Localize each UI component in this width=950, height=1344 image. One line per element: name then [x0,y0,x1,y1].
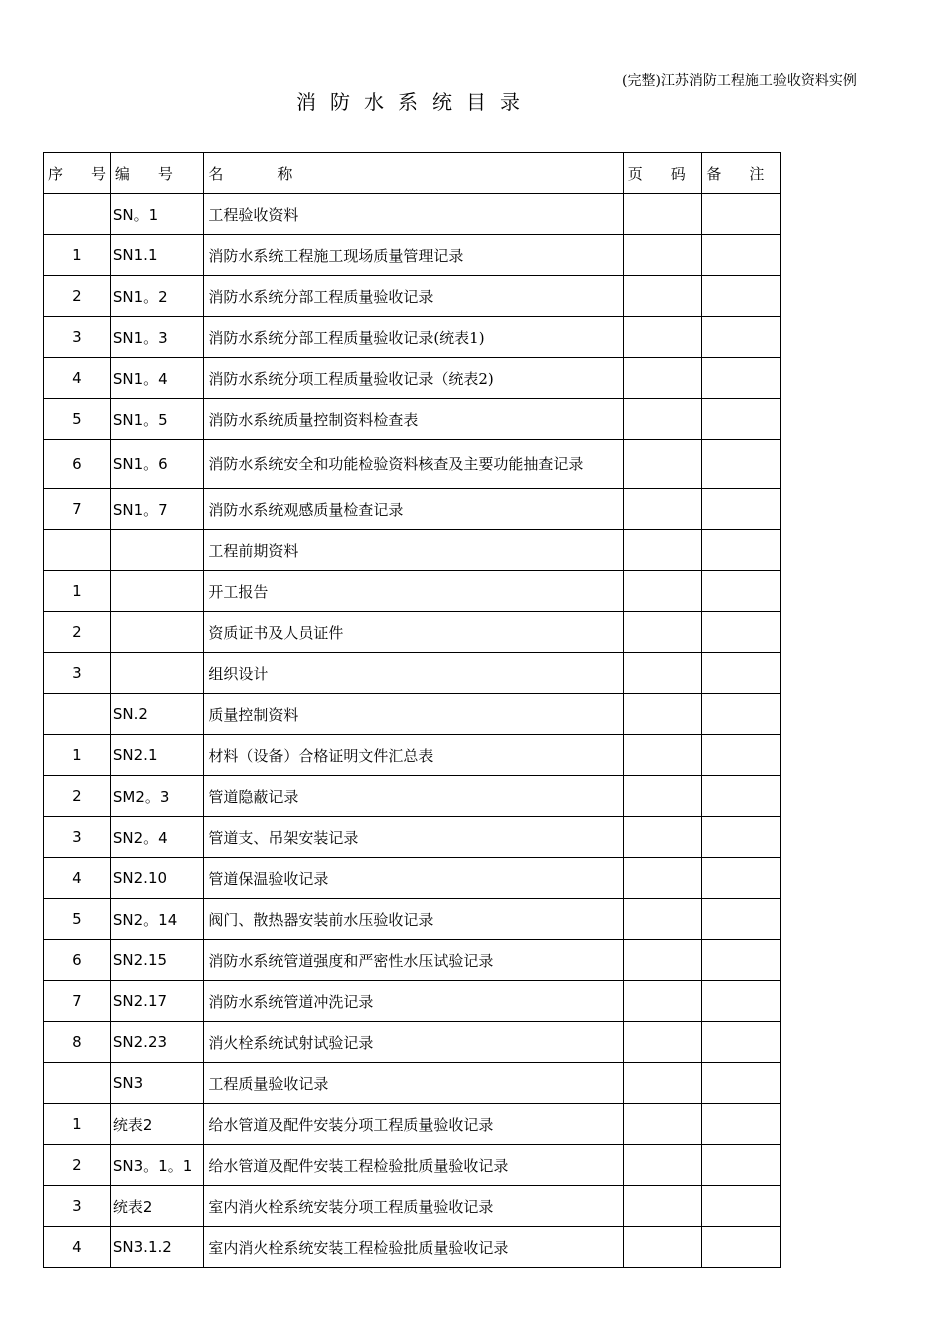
table-row [44,940,781,981]
table-row [44,1145,781,1186]
cell-page [623,940,702,981]
cell-page [623,571,702,612]
cell-code: SN2.23 [110,1022,203,1063]
cell-seq: 4 [44,1227,111,1268]
cell-name: 管道保温验收记录 [204,858,623,899]
table-row [44,899,781,940]
cell-code: 统表2 [110,1104,203,1145]
cell-note [702,399,781,440]
cell-note [702,1145,781,1186]
cell-seq [44,694,111,735]
cell-code: SN3。1。1 [110,1145,203,1186]
cell-note [702,694,781,735]
cell-name: 消防水系统工程施工现场质量管理记录 [204,235,623,276]
cell-code: SN1.1 [110,235,203,276]
cell-seq [44,194,111,235]
cell-seq: 1 [44,235,111,276]
cell-name: 给水管道及配件安装工程检验批质量验收记录 [204,1145,623,1186]
table-row [44,317,781,358]
cell-seq: 7 [44,981,111,1022]
cell-page [623,276,702,317]
cell-name: 消防水系统质量控制资料检查表 [204,399,623,440]
cell-note [702,1186,781,1227]
cell-seq: 1 [44,571,111,612]
table-row [44,440,781,489]
cell-code: SN1。3 [110,317,203,358]
page-title: 消防水系统目录 [296,90,534,114]
column-header-code: 编号 [110,153,203,194]
cell-note [702,235,781,276]
cell-note [702,1063,781,1104]
cell-page [623,1227,702,1268]
cell-page [623,1186,702,1227]
cell-page [623,776,702,817]
cell-seq: 3 [44,317,111,358]
cell-name: 消防水系统管道冲洗记录 [204,981,623,1022]
cell-name: 消防水系统分部工程质量验收记录(统表1) [204,317,623,358]
cell-name: 质量控制资料 [204,694,623,735]
cell-note [702,489,781,530]
cell-page [623,1104,702,1145]
cell-page [623,735,702,776]
cell-note [702,612,781,653]
column-header-seq: 序号 [44,153,111,194]
table-row [44,235,781,276]
cell-code: SN1。2 [110,276,203,317]
cell-note [702,571,781,612]
toc-table [43,152,793,1268]
cell-note [702,276,781,317]
cell-note [702,735,781,776]
table-row [44,981,781,1022]
cell-name: 室内消火栓系统安装工程检验批质量验收记录 [204,1227,623,1268]
column-header-note: 备注 [702,153,781,194]
table-row [44,276,781,317]
cell-page [623,530,702,571]
cell-name: 消防水系统安全和功能检验资料核查及主要功能抽查记录 [204,440,623,489]
cell-name: 室内消火栓系统安装分项工程质量验收记录 [204,1186,623,1227]
cell-note [702,899,781,940]
cell-page [623,235,702,276]
table-row [44,571,781,612]
cell-name: 消防水系统管道强度和严密性水压试验记录 [204,940,623,981]
table-row [44,194,781,235]
cell-code: SM2。3 [110,776,203,817]
header-note: (完整)江苏消防工程施工验收资料实例 [622,73,857,89]
table-row [44,1227,781,1268]
cell-seq: 3 [44,817,111,858]
cell-page [623,858,702,899]
table-row [44,358,781,399]
column-header-page: 页码 [623,153,702,194]
table-row [44,1104,781,1145]
table-row [44,817,781,858]
cell-code: SN。1 [110,194,203,235]
cell-seq: 2 [44,276,111,317]
cell-seq: 6 [44,940,111,981]
cell-name: 管道支、吊架安装记录 [204,817,623,858]
cell-name: 阀门、散热器安装前水压验收记录 [204,899,623,940]
cell-seq: 5 [44,899,111,940]
cell-page [623,981,702,1022]
cell-page [623,1022,702,1063]
table-row [44,399,781,440]
cell-code: SN1。6 [110,440,203,489]
cell-page [623,317,702,358]
cell-code: SN2.10 [110,858,203,899]
cell-code: 统表2 [110,1186,203,1227]
cell-code: SN2.15 [110,940,203,981]
cell-seq: 6 [44,440,111,489]
cell-page [623,358,702,399]
cell-seq: 2 [44,612,111,653]
cell-name: 开工报告 [204,571,623,612]
cell-seq: 5 [44,399,111,440]
table-row [44,1022,781,1063]
cell-page [623,899,702,940]
cell-seq: 1 [44,1104,111,1145]
cell-note [702,981,781,1022]
cell-name: 管道隐蔽记录 [204,776,623,817]
cell-code: SN1。5 [110,399,203,440]
cell-seq [44,1063,111,1104]
cell-code: SN2.17 [110,981,203,1022]
table-row [44,612,781,653]
cell-code [110,612,203,653]
cell-note [702,817,781,858]
cell-seq: 2 [44,1145,111,1186]
cell-note [702,858,781,899]
cell-seq: 7 [44,489,111,530]
cell-name: 消火栓系统试射试验记录 [204,1022,623,1063]
cell-name: 组织设计 [204,653,623,694]
cell-name: 给水管道及配件安装分项工程质量验收记录 [204,1104,623,1145]
cell-seq: 3 [44,1186,111,1227]
cell-code [110,571,203,612]
cell-page [623,1145,702,1186]
table-row [44,1063,781,1104]
cell-page [623,817,702,858]
cell-code [110,530,203,571]
cell-name: 工程验收资料 [204,194,623,235]
cell-seq: 4 [44,858,111,899]
column-header-name: 名称 [204,153,623,194]
cell-page [623,440,702,489]
cell-code: SN1。4 [110,358,203,399]
cell-code: SN2.1 [110,735,203,776]
cell-code: SN2。4 [110,817,203,858]
table-row [44,530,781,571]
cell-page [623,653,702,694]
table-row [44,776,781,817]
cell-code: SN1。7 [110,489,203,530]
table-row [44,858,781,899]
table-row [44,489,781,530]
cell-name: 工程质量验收记录 [204,1063,623,1104]
cell-note [702,194,781,235]
cell-seq: 2 [44,776,111,817]
cell-code: SN2。14 [110,899,203,940]
table-row [44,653,781,694]
table-header-row [44,153,781,194]
cell-name: 消防水系统观感质量检查记录 [204,489,623,530]
cell-seq: 4 [44,358,111,399]
cell-name: 工程前期资料 [204,530,623,571]
cell-note [702,317,781,358]
cell-code [110,653,203,694]
table-row [44,735,781,776]
cell-note [702,1227,781,1268]
cell-code: SN3 [110,1063,203,1104]
cell-name: 资质证书及人员证件 [204,612,623,653]
cell-page [623,612,702,653]
cell-note [702,1104,781,1145]
cell-seq: 3 [44,653,111,694]
cell-page [623,1063,702,1104]
table-row [44,1186,781,1227]
cell-note [702,358,781,399]
cell-page [623,194,702,235]
cell-note [702,940,781,981]
cell-note [702,530,781,571]
cell-name: 消防水系统分项工程质量验收记录（统表2) [204,358,623,399]
cell-note [702,653,781,694]
cell-name: 消防水系统分部工程质量验收记录 [204,276,623,317]
cell-code: SN3.1.2 [110,1227,203,1268]
cell-seq [44,530,111,571]
cell-note [702,440,781,489]
cell-seq: 1 [44,735,111,776]
cell-page [623,694,702,735]
cell-code: SN.2 [110,694,203,735]
cell-page [623,489,702,530]
cell-page [623,399,702,440]
table-row [44,694,781,735]
cell-note [702,1022,781,1063]
cell-seq: 8 [44,1022,111,1063]
cell-name: 材料（设备）合格证明文件汇总表 [204,735,623,776]
cell-note [702,776,781,817]
